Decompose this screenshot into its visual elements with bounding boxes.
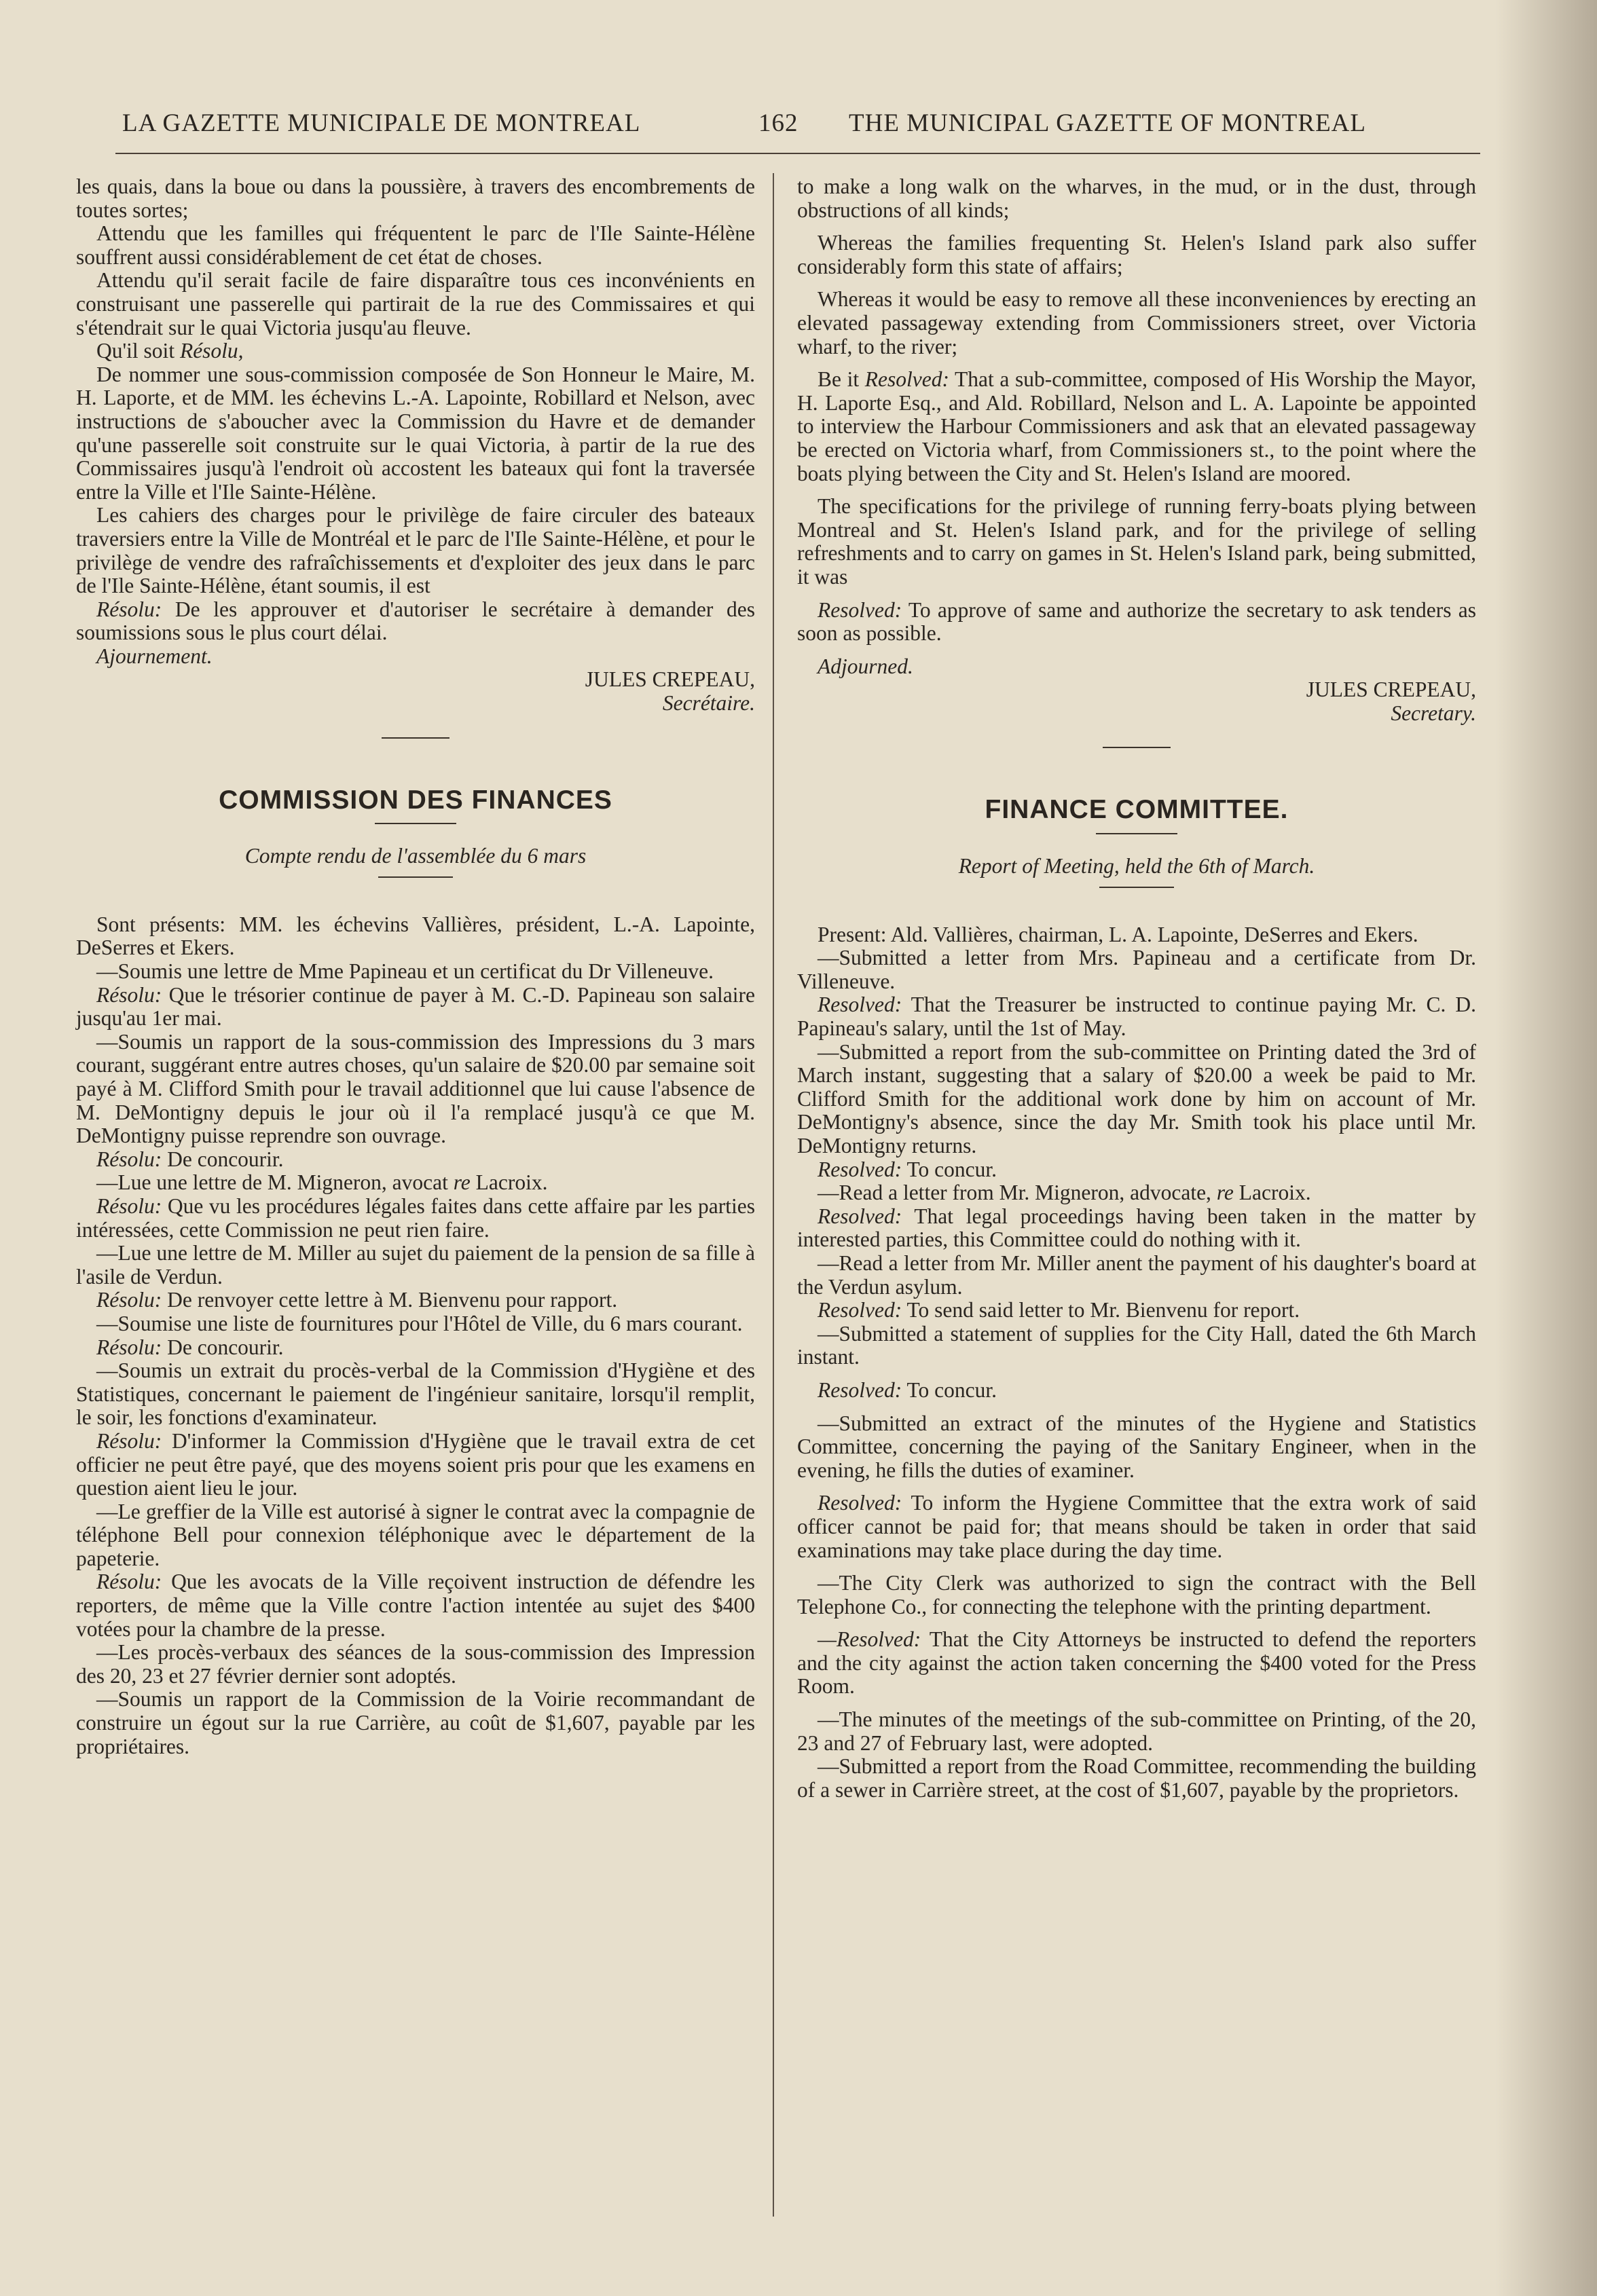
section-subtitle: Compte rendu de l'assemblée du 6 mars — [244, 844, 587, 868]
lead-text: Qu'il soit — [96, 339, 175, 363]
minute-item: Resolved: That the Treasurer be instructed to continue paying Mr. C. D. Papineau's salary, until the 1st of May. — [797, 993, 1476, 1041]
minute-item: —Les procès-verbaux des séances de la sous-commission des Impression des 20, 23 et 27 février dernier sont adoptés. — [76, 1640, 755, 1688]
minute-item: —Le greffier de la Ville est autorisé à signer le contrat avec la compagnie de téléphone Bell pour connexion téléphonique avec le département de la papeterie. — [76, 1499, 755, 1570]
section-title: COMMISSION DES FINANCES — [219, 785, 612, 815]
header-english-title: THE MUNICIPAL GAZETTE OF MONTREAL — [849, 109, 1366, 137]
section-separator — [1103, 747, 1171, 748]
paragraph: Whereas the families frequenting St. Helen's Island park also suffer considerably form this state of affairs; — [797, 231, 1476, 278]
minute-item: Résolu: De concourir. — [96, 1335, 284, 1359]
english-column — [797, 175, 1476, 1802]
paragraph: De nommer une sous-commission composée de Son Honneur le Maire, M. H. Laporte, et de MM. les échevins L.-A. Lapointe, Robillard et Nelson, avec instructions de s'aboucher avec la Commission du Havre et de demander qu'une passerelle soit construite sur le quai Victoria, à partir de la rue des Commissaires jusqu'à l'endroit où accostent les bateaux qui font la traversée entre la Ville et l'Ile Sainte-Hélène. — [76, 362, 755, 504]
section-separator — [382, 737, 449, 739]
minute-item: Résolu: D'informer la Commission d'Hygiène que le travail extra de cet officier ne peut être payé, que des moyens soient pris pour que les examens en question aient lieu le jour. — [76, 1428, 756, 1500]
signature-name: JULES CREPEAU, — [585, 667, 755, 692]
minute-item: —The minutes of the meetings of the sub-committee on Printing, of the 20, 23 and 27 of February last, were adopted. — [797, 1707, 1476, 1755]
paragraph — [76, 598, 755, 645]
minute-item: —Soumis un rapport de la sous-commission des Impressions du 3 mars courant, suggérant entre autres choses, qu'un salaire de $20.00 par semaine soit payé à M. Clifford Smith pour le travail additionnel que lui cause l'absence de M. DeMontigny depuis le jour où il l'a remplacé jusqu'à ce que M. DeMontigny puisse reprendre son ouvrage. — [76, 1029, 755, 1148]
minute-item: —Resolved: That the City Attorneys be instructed to defend the reporters and the city against the action taken concerning the $400 voted for the Press Room. — [797, 1627, 1476, 1699]
page-number: 162 — [758, 109, 798, 137]
minute-item: —Soumis une lettre de Mme Papineau et un certificat du Dr Villeneuve. — [96, 959, 714, 984]
minute-item: Sont présents: MM. les échevins Vallières, président, L.-A. Lapointe, DeSerres et Ekers. — [76, 912, 755, 960]
minute-item: —Read a letter from Mr. Migneron, advocate, re Lacroix. — [818, 1181, 1311, 1205]
minute-item: Present: Ald. Vallières, chairman, L. A. Lapointe, DeSerres and Ekers. — [818, 922, 1418, 946]
paragraph: Attendu que les familles qui fréquentent le parc de l'Ile Sainte-Hélène souffrent aussi considérablement de cet état de choses. — [76, 221, 755, 269]
resolved-label: Resolved: — [818, 597, 902, 622]
paragraph: Attendu qu'il serait facile de faire disparaître tous ces inconvénients en construisant une passerelle qui partirait de la rue des Commissaires et qui s'étendrait sur le quai Victoria jusqu'au fleuve. — [76, 268, 755, 339]
section-title: FINANCE COMMITTEE. — [985, 795, 1289, 825]
paragraph: Whereas it would be easy to remove all these inconveniences by erecting an elevated passageway extending from Commissioners street, over Victoria wharf, to the river; — [797, 287, 1476, 358]
minute-item: Résolu: De concourir. — [96, 1147, 284, 1171]
minute-item: —Submitted a report from the sub-committee on Printing dated the 3rd of March instant, suggesting that a salary of $20.00 a week be paid to Mr. Clifford Smith for the additional work done by him on account of Mr. DeMontigny's absence, since the day Mr. Smith took his place until Mr. DeMontigny returns. — [797, 1039, 1476, 1158]
page-edge-shadow — [1495, 0, 1597, 2296]
page-header — [122, 109, 1473, 149]
title-rule — [1096, 833, 1177, 834]
title-rule — [375, 823, 456, 824]
section-subtitle: Report of Meeting, held the 6th of March. — [958, 854, 1315, 878]
minute-item: Resolved: To inform the Hygiene Committee that the extra work of said officer cannot be paid for; that means should be taken in order that said examinations may take place during the day time. — [797, 1491, 1476, 1562]
minute-item: —Submitted a statement of supplies for the City Hall, dated the 6th March instant. — [797, 1321, 1476, 1369]
paragraph: to make a long walk on the wharves, in the mud, or in the dust, through obstructions of all kinds; — [797, 174, 1476, 222]
paragraph: les quais, dans la boue ou dans la poussière, à travers des encombrements de toutes sortes; — [76, 174, 755, 222]
minute-item: Résolu: De renvoyer cette lettre à M. Bienvenu pour rapport. — [96, 1288, 618, 1312]
minute-item: Résolu: Que les avocats de la Ville reçoivent instruction de défendre les reporters, de même que la Ville contre l'action intentée au sujet des $400 votées pour la chambre de la presse. — [76, 1570, 756, 1641]
minute-item: —The City Clerk was authorized to sign the contract with the Bell Telephone Co., for connecting the telephone with the printing department. — [797, 1571, 1476, 1618]
adjournment: Ajournement. — [96, 644, 213, 668]
minute-item: Résolu: Que le trésorier continue de payer à M. C.-D. Papineau son salaire jusqu'au 1er mai. — [76, 982, 756, 1031]
header-french-title: LA GAZETTE MUNICIPALE DE MONTREAL — [122, 109, 641, 137]
minute-item: —Submitted a letter from Mrs. Papineau and a certificate from Dr. Villeneuve. — [797, 946, 1476, 993]
minute-item: —Lue une lettre de M. Miller au sujet du paiement de la pension de sa fille à l'asile de Verdun. — [76, 1241, 755, 1289]
header-rule — [115, 153, 1480, 154]
paragraph: Les cahiers des charges pour le privilège de faire circuler des bateaux traversiers entre la Ville de Montréal et le parc de l'Ile Sainte-Hélène, et pour le privilège de vendre des rafraîchissements et d'exploiter des jeux dans le parc de l'Ile Sainte-Hélène, étant soumis, il est — [76, 503, 755, 598]
resolution-text: De les approuver et d'autoriser le secrétaire à demander des soumissions sous le plus court délai. — [76, 597, 756, 645]
signature-name: JULES CREPEAU, — [1306, 678, 1476, 702]
subtitle-rule — [1099, 887, 1174, 888]
column-divider — [773, 173, 774, 2217]
french-column — [76, 175, 755, 1758]
signature-title: Secretary. — [1391, 701, 1476, 725]
subtitle-rule — [378, 876, 453, 878]
minute-item: —Lue une lettre de M. Migneron, avocat re Lacroix. — [96, 1170, 548, 1195]
minute-item: —Read a letter from Mr. Miller anent the payment of his daughter's board at the Verdun asylum. — [797, 1251, 1476, 1299]
signature-title: Secrétaire. — [662, 691, 755, 716]
minute-item: Resolved: That legal proceedings having been taken in the matter by interested parties, this Committee could do nothing with it. — [797, 1204, 1476, 1252]
minute-item: —Soumis un extrait du procès-verbal de la Commission d'Hygiène et des Statistiques, concernant le paiement de l'ingénieur sanitaire, lorsqu'il remplit, le soir, les fonctions d'examinateur. — [76, 1358, 755, 1430]
paragraph: The specifications for the privilege of running ferry-boats plying between Montreal and St. Helen's Island park, and for the privilege of selling refreshments and to carry on games in St. Helen's Island park, being submitted, it was — [797, 494, 1476, 589]
minute-item: Resolved: To concur. — [818, 1157, 997, 1181]
paragraph: Be it Resolved: That a sub-committee, composed of His Worship the Mayor, H. Laporte Esq., and Ald. Robillard, Nelson and L. A. Lapointe be appointed to interview the Harbour Commissioners and ask that an elevated passageway be erected on Victoria wharf, from Commissioners st., to the point where the boats plying between the City and St. Helen's Island are moored. — [797, 367, 1477, 485]
minute-item: —Submitted a report from the Road Committee, recommending the building of a sewer in Carrière street, at the cost of $1,607, payable by the proprietors. — [797, 1754, 1476, 1802]
minute-item: —Soumise une liste de fournitures pour l'Hôtel de Ville, du 6 mars courant. — [96, 1311, 743, 1335]
minute-item: Résolu: Que vu les procédures légales faites dans cette affaire par les parties intéressées, cette Commission ne peut rien faire. — [76, 1193, 756, 1242]
paragraph: Resolved: To approve of same and authorize the secretary to ask tenders as soon as possible. — [797, 597, 1476, 646]
resolved-label: Résolu, — [179, 339, 244, 363]
minute-item: —Soumis un rapport de la Commission de la Voirie recommandant de construire un égout sur la rue Carrière, au coût de $1,607, payable par les propriétaires. — [76, 1687, 755, 1758]
adjournment: Adjourned. — [818, 654, 913, 678]
paragraph — [76, 339, 755, 363]
resolved-label: Resolved: — [864, 367, 949, 392]
minute-item: Resolved: To concur. — [818, 1377, 997, 1402]
minute-item: Resolved: To send said letter to Mr. Bienvenu for report. — [818, 1298, 1300, 1322]
resolved-label: Résolu: — [96, 597, 162, 621]
minute-item: —Submitted an extract of the minutes of the Hygiene and Statistics Committee, concerning the paying of the Sanitary Engineer, when in the evening, he fills the duties of examiner. — [797, 1411, 1476, 1482]
